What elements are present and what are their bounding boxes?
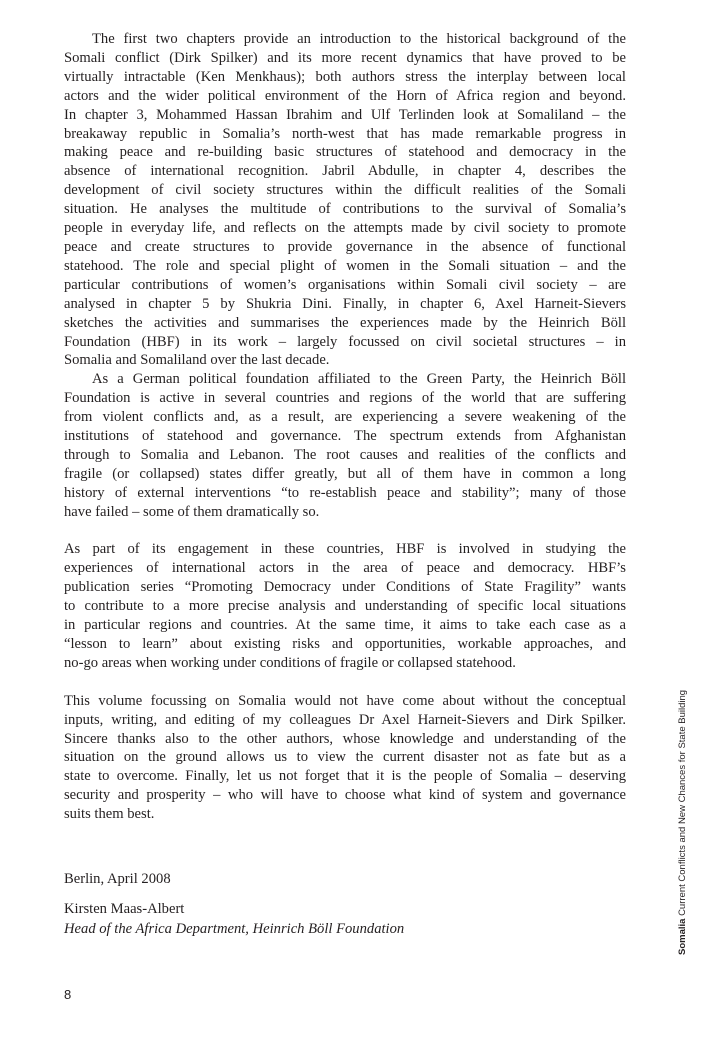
text-line: institutions of statehood and governance. The spectrum extends from Afghanistan bbox=[64, 428, 626, 445]
text-line: suits them best. bbox=[64, 806, 155, 823]
text-line: people in everyday life, and reflects on the attempts made by civil society to promote bbox=[64, 220, 626, 237]
text-line: Foundation is active in several countries and regions of the world that are suffering bbox=[64, 390, 626, 407]
text-line: actors and the wider political environment of the Horn of Africa region and beyond. bbox=[64, 87, 626, 104]
text-line: analysed in chapter 5 by Shukria Dini. Finally, in chapter 6, Axel Harneit-Sievers bbox=[64, 295, 626, 312]
text-line: Sincere thanks also to the other authors, whose knowledge and understanding of the bbox=[64, 730, 626, 747]
paragraph-gap bbox=[64, 522, 626, 541]
text-line: In chapter 3, Mohammed Hassan Ibrahim and Ulf Terlinden look at Somaliland – the bbox=[64, 106, 626, 123]
text-line: no-go areas when working under conditions of fragile or collapsed statehood. bbox=[64, 654, 516, 671]
text-line: As a German political foundation affiliated to the Green Party, the Heinrich Böll bbox=[92, 371, 626, 388]
text-line: state to overcome. Finally, let us not forget that it is the people of Somalia – deserving bbox=[64, 768, 626, 785]
text-line: history of external interventions “to re-establish peace and stability”; many of those bbox=[64, 484, 626, 501]
text-line: “lesson to learn” about existing risks and opportunities, workable approaches, and bbox=[64, 635, 626, 652]
place-date: Berlin, April 2008 bbox=[64, 871, 171, 887]
text-line: making peace and re-building basic structures of statehood and democracy in the bbox=[64, 144, 626, 161]
text-line: security and prosperity – who will have to choose what kind of system and governance bbox=[64, 787, 626, 804]
document-body bbox=[64, 30, 626, 824]
paragraph bbox=[64, 540, 626, 672]
text-line: have failed – some of them dramatically so. bbox=[64, 503, 320, 520]
text-line: peace and create structures to provide governance in the absence of functional bbox=[64, 238, 626, 255]
text-line: development of civil society structures within the difficult realities of the Somali bbox=[64, 182, 626, 199]
paragraph bbox=[64, 370, 626, 521]
text-line: to contribute to a more precise analysis and understanding of specific local situations bbox=[64, 598, 626, 615]
text-line: Foundation (HBF) in its work – largely focussed on civil societal structures – in bbox=[64, 333, 626, 350]
text-line: in particular regions and countries. At the same time, it aims to take each case as a bbox=[64, 617, 626, 634]
text-line: fragile (or collapsed) states differ greatly, but all of them have in common a long bbox=[64, 465, 626, 482]
paragraph bbox=[64, 692, 626, 824]
running-title bbox=[676, 650, 690, 955]
text-line: situation. He analyses the multitude of contributions to the survival of Somalia’s bbox=[64, 201, 626, 218]
paragraph bbox=[64, 30, 626, 370]
text-line: publication series “Promoting Democracy under Conditions of State Fragility” wants bbox=[64, 579, 626, 596]
text-line: Somalia and Somaliland over the last decade. bbox=[64, 352, 330, 369]
text-line: situation on the ground allows us to view the current disaster not as fate but as a bbox=[64, 749, 626, 766]
text-line: experiences of international actors in the area of peace and democracy. HBF’s bbox=[64, 560, 626, 577]
author-title: Head of the Africa Department, Heinrich Böll Foundation bbox=[64, 921, 405, 937]
text-line: absence of international recognition. Jabril Abdulle, in chapter 4, describes the bbox=[64, 163, 626, 180]
text-line: through to Somalia and Lebanon. The root causes and realities of the conflicts and bbox=[64, 446, 626, 463]
text-line: breakaway republic in Somalia’s north-west that has made remarkable progress in bbox=[64, 125, 626, 142]
text-line: statehood. The role and special plight of women in the Somali situation – and the bbox=[64, 257, 626, 274]
text-line: particular contributions of women’s organisations within Somali civil society – are bbox=[64, 276, 626, 293]
page-number: 8 bbox=[64, 987, 72, 1002]
running-title-rest: Current Conflicts and New Chances for State Building bbox=[677, 689, 688, 919]
text-line: from violent conflicts and, as a result, are experiencing a severe weakening of the bbox=[64, 409, 626, 426]
text-line: inputs, writing, and editing of my colleagues Dr Axel Harneit-Sievers and Dirk Spilker. bbox=[64, 711, 626, 728]
running-title-bold: Somalia bbox=[677, 918, 688, 955]
text-line: The first two chapters provide an introduction to the historical background of the bbox=[92, 31, 626, 47]
text-line: virtually intractable (Ken Menkhaus); both authors stress the interplay between local bbox=[64, 68, 626, 85]
text-line: As part of its engagement in these countries, HBF is involved in studying the bbox=[64, 541, 626, 558]
text-line: This volume focussing on Somalia would not have come about without the conceptual bbox=[64, 692, 626, 709]
author-name: Kirsten Maas-Albert bbox=[64, 901, 185, 917]
text-line: Somali conflict (Dirk Spilker) and its more recent dynamics that have proved to be bbox=[64, 49, 626, 66]
paragraph-gap bbox=[64, 673, 626, 692]
text-line: sketches the activities and summarises the experiences made by the Heinrich Böll bbox=[64, 314, 626, 331]
